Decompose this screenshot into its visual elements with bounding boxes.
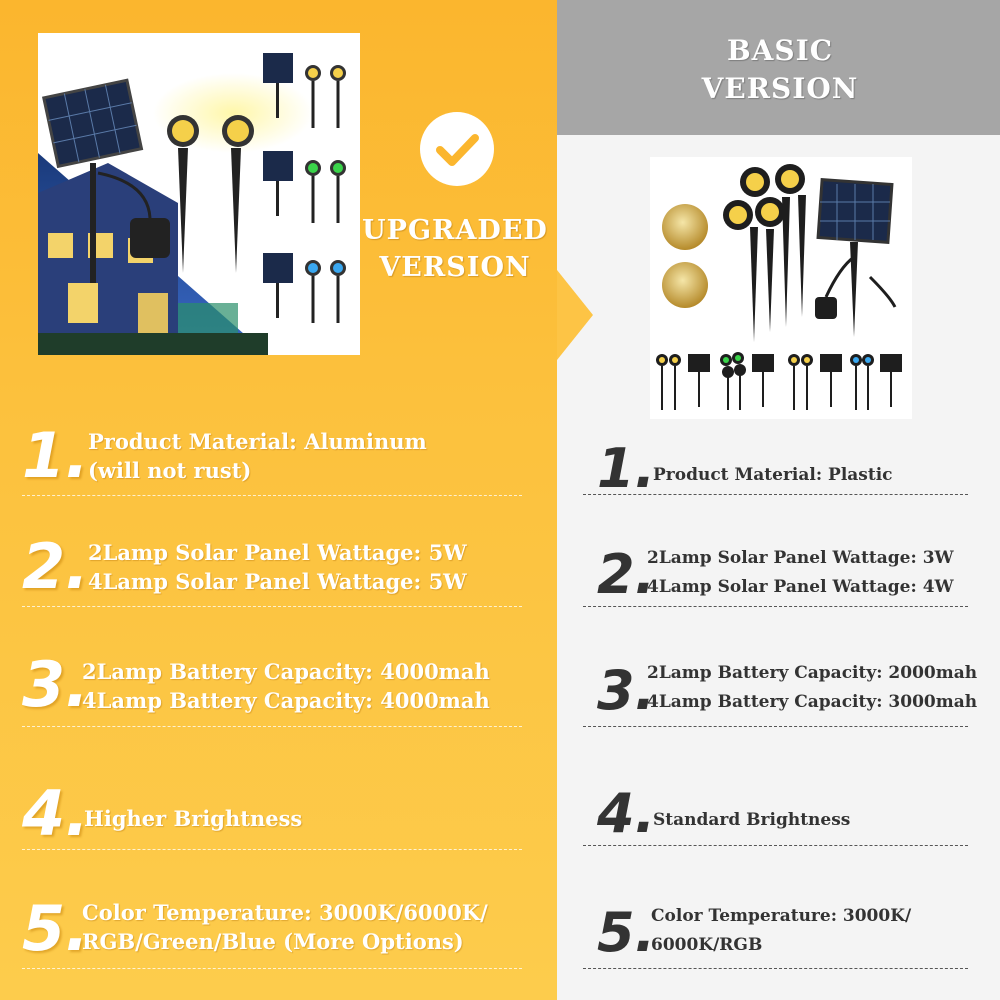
divider: [22, 495, 522, 496]
feature-number: 3.: [22, 648, 89, 721]
divider: [583, 606, 968, 607]
check-icon: [420, 112, 494, 186]
feature-line2: 4Lamp Battery Capacity: 3000mah: [647, 692, 978, 712]
feature-line2: 4Lamp Battery Capacity: 4000mah: [82, 688, 490, 713]
upgraded-title-line2: VERSION: [379, 252, 531, 283]
basic-panel: [557, 0, 1000, 1000]
feature-line1: 2Lamp Battery Capacity: 2000mah: [647, 663, 978, 683]
divider: [583, 968, 968, 969]
basic-title-line1: BASIC: [727, 34, 833, 67]
feature-line2: 4Lamp Solar Panel Wattage: 4W: [647, 577, 954, 597]
feature-number: 5.: [22, 892, 89, 965]
feature-line2: (will not rust): [88, 458, 252, 483]
pointer-arrow: [557, 270, 593, 360]
feature-line1: 2Lamp Solar Panel Wattage: 3W: [647, 548, 954, 568]
divider: [22, 849, 522, 850]
feature-number: 4.: [597, 782, 656, 845]
feature-line1: 2Lamp Battery Capacity: 4000mah: [82, 659, 490, 684]
divider: [22, 726, 522, 727]
feature-number: 2.: [22, 530, 89, 603]
feature-line1: Color Temperature: 3000K/: [651, 906, 912, 926]
feature-line1: 2Lamp Solar Panel Wattage: 5W: [88, 540, 467, 565]
feature-line2: 4Lamp Solar Panel Wattage: 5W: [88, 569, 467, 594]
basic-product-image: [650, 157, 912, 419]
divider: [583, 494, 968, 495]
feature-number: 3.: [597, 659, 656, 722]
feature-line2: 6000K/RGB: [651, 935, 763, 955]
feature-line1: Product Material: Aluminum: [88, 429, 427, 454]
divider: [22, 606, 522, 607]
feature-number: 5.: [597, 901, 656, 964]
feature-number: 1.: [597, 437, 656, 500]
feature-number: 1.: [22, 419, 89, 492]
feature-line1: Product Material: Plastic: [653, 465, 893, 485]
feature-line2: RGB/Green/Blue (More Options): [82, 929, 464, 954]
feature-number: 2.: [597, 543, 656, 606]
divider: [583, 726, 968, 727]
upgraded-product-image: [38, 33, 360, 355]
upgraded-title-line1: UPGRADED: [362, 215, 548, 246]
feature-number: 4.: [22, 777, 89, 850]
feature-line1: Standard Brightness: [653, 810, 851, 830]
basic-title-line2: VERSION: [701, 72, 859, 105]
feature-line1: Color Temperature: 3000K/6000K/: [82, 900, 488, 925]
divider: [22, 968, 522, 969]
upgraded-version-title: [360, 212, 550, 286]
divider: [583, 845, 968, 846]
basic-version-title: [680, 32, 880, 108]
feature-line1: Higher Brightness: [84, 806, 303, 831]
